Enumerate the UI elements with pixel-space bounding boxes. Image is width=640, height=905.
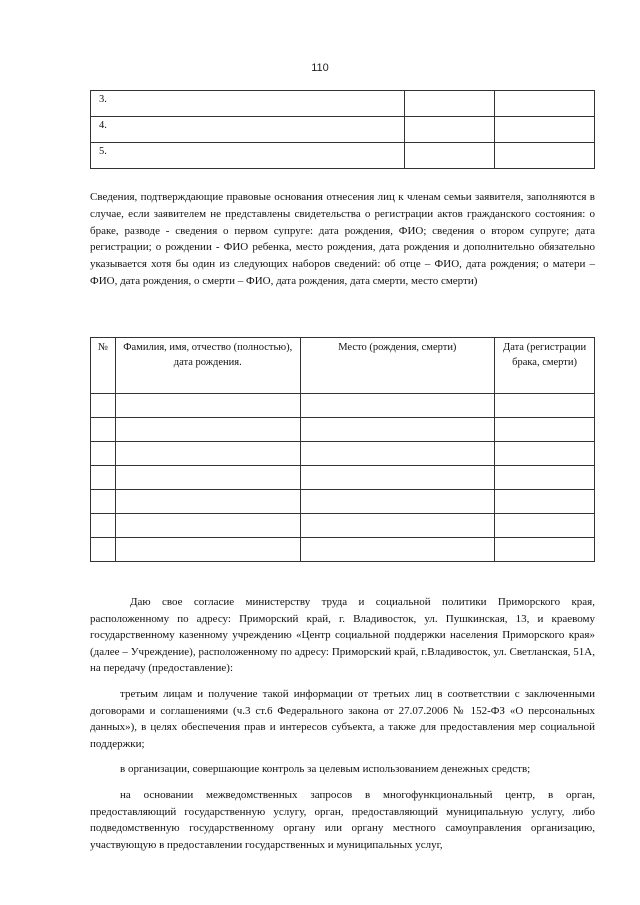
table-cell [495, 143, 595, 169]
table-cell [405, 117, 495, 143]
table-row [91, 442, 595, 466]
family-records-table [90, 337, 595, 562]
table-row [91, 418, 595, 442]
row-number: 4. [91, 117, 405, 143]
consent-paragraph-interagency: на основании межведомственных запросов в многофункциональный центр, в орган, предоставляющий государственную услугу, орган, предоставляющий муниципальную услугу, либо подведомственную государственному органу или органу местного самоуправления организацию, участвующую в предоставлении государственных и муниципальных услуг, [90, 788, 595, 851]
table-row [91, 466, 595, 490]
table-row [91, 143, 595, 169]
table-row [91, 490, 595, 514]
row-number: 5. [91, 143, 405, 169]
table-cell [405, 143, 495, 169]
table-row [91, 538, 595, 562]
table-row [91, 514, 595, 538]
table-header-row [91, 338, 595, 394]
table-row [91, 91, 595, 117]
consent-paragraph-third-parties: третьим лицам и получение такой информации от третьих лиц в соответствии с заключенными договорами и соглашениями (ч.3 ст.6 Федерального закона от 27.07.2006 № 152-ФЗ «О персональных данных»), в целях обеспечения прав и интересов субъекта, а также для предоставления мер социальной поддержки; [90, 687, 595, 750]
consent-paragraph-control: в организации, совершающие контроль за целевым использованием денежных средств; [120, 763, 531, 776]
table-cell [495, 117, 595, 143]
header-name: Фамилия, имя, отчество (полностью), дата рождения. [115, 338, 300, 394]
header-place: Место (рождения, смерти) [300, 338, 495, 394]
header-date: Дата (регистрации брака, смерти) [495, 338, 595, 394]
consent-section [90, 594, 595, 862]
row-number: 3. [91, 91, 405, 117]
intro-paragraph: Сведения, подтверждающие правовые основания отнесения лиц к членам семьи заявителя, заполняются в случае, если заявителем не представлены свидетельства о регистрации актов гражданского состояния: о браке, разводе - сведения о первом супруге: дата рождения, ФИО; сведения о втором супруге; дата регистрации; о рождении - ФИО ребенка, место рождения, дата рождения и дополнительно обязательно указывается хотя бы один из следующих наборов сведений: об отце – ФИО, дата рождения; о матери – ФИО, дата рождения, о смерти – ФИО, дата рождения, дата смерти, место смерти) [90, 191, 595, 287]
members-table-continued [90, 90, 595, 169]
table-cell [405, 91, 495, 117]
page-number: 110 [311, 62, 329, 74]
table-row [91, 117, 595, 143]
table-cell [495, 91, 595, 117]
consent-paragraph-main: Даю свое согласие министерству труда и социальной политики Приморского края, расположенному по адресу: Приморский край, г. Владивосток, ул. Пушкинская, 13, и краевому государственному казенному учреждению «Центр социальной поддержки населения Приморского края» (далее – Учреждение), расположенному по адресу: Приморский край, г.Владивосток, ул. Светланская, 51А, на передачу (предоставление): [90, 596, 595, 675]
table-row [91, 394, 595, 418]
header-num: № [91, 338, 116, 394]
